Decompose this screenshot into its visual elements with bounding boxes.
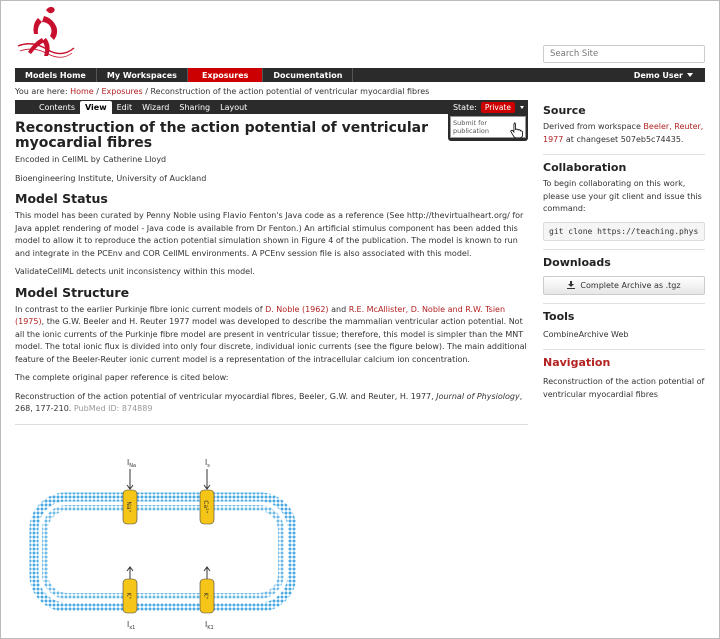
- user-name: Demo User: [633, 70, 683, 80]
- nav-documentation[interactable]: Documentation: [263, 68, 353, 82]
- nav-exposures[interactable]: [188, 68, 263, 82]
- structure-text: and: [328, 304, 349, 314]
- navigation-heading: Navigation: [543, 356, 611, 369]
- citation-intro: The complete original paper reference is cited below:: [15, 373, 229, 382]
- divider: [543, 303, 705, 304]
- page-title: Reconstruction of the action potential of ventricular myocardial fibres: [15, 121, 428, 151]
- label-ina: $I_{Na}$: [127, 458, 137, 469]
- breadcrumb-prefix: You are here:: [15, 87, 71, 96]
- state-menu[interactable]: [453, 100, 528, 114]
- tab-layout[interactable]: Layout: [220, 102, 248, 112]
- model-status-heading: Model Status: [15, 191, 108, 206]
- source-heading: Source: [543, 104, 586, 117]
- channel-label: K⁺: [202, 592, 209, 600]
- breadcrumb-exposures[interactable]: Exposures: [101, 87, 143, 96]
- channel-label: K⁺: [125, 592, 132, 600]
- channel-k-k1: [200, 567, 214, 613]
- tab-wizard[interactable]: Wizard: [142, 102, 170, 112]
- citation: [15, 391, 528, 416]
- source-suffix: at changeset 507eb5c74435.: [563, 134, 684, 144]
- pubmed-id: PubMed ID: 874889: [73, 404, 153, 413]
- logo-runner-icon[interactable]: [16, 4, 76, 62]
- divider: [543, 249, 705, 250]
- label-ik1: $I_{K1}$: [205, 620, 214, 631]
- citation-text: , 268, 177-210.: [15, 391, 523, 413]
- downloads-heading: Downloads: [543, 255, 611, 269]
- link-mcallister-1975[interactable]: R.E. McAllister, D. Noble and R.W. Tsien (1975): [15, 304, 506, 326]
- citation-text: Reconstruction of the action potential of ventricular myocardial fibres, Beeler, G.W. and Reuter, H. 1977,: [15, 391, 437, 401]
- breadcrumb-sep: /: [93, 87, 102, 96]
- download-icon: [567, 281, 575, 289]
- exposure-subnav: [15, 100, 528, 114]
- tab-edit[interactable]: Edit: [116, 102, 133, 112]
- tools-heading: Tools: [543, 309, 575, 323]
- content-divider: [15, 424, 528, 425]
- collaboration-heading: Collaboration: [543, 161, 627, 174]
- structure-text: In contrast to the earlier Purkinje fibre ionic current models of: [15, 304, 266, 314]
- link-noble-1962[interactable]: D. Noble (1962): [265, 304, 329, 314]
- collaboration-text: To begin collaborating on this work, please use your git client and issue this command:: [543, 179, 702, 213]
- breadcrumb-sep: /: [142, 87, 151, 96]
- tab-contents[interactable]: Contents: [39, 102, 75, 112]
- label-ix1: $I_{x1}$: [127, 620, 136, 631]
- institution: Bioengineering Institute, University of Auckland: [15, 173, 207, 183]
- channel-ca: [200, 469, 214, 524]
- citation-journal: Journal of Physiology: [436, 391, 520, 401]
- main-content: [15, 121, 528, 425]
- menu-item-submit-publication[interactable]: Submit for publication: [450, 116, 526, 138]
- main-navbar: [15, 68, 705, 82]
- breadcrumb-home[interactable]: Home: [70, 87, 94, 96]
- menu-item-advanced[interactable]: Advanced...: [452, 140, 491, 148]
- tab-view[interactable]: View: [80, 101, 112, 114]
- download-button-label: Complete Archive as .tgz: [580, 280, 681, 290]
- model-structure-heading: Model Structure: [15, 284, 130, 300]
- breadcrumb: [15, 87, 429, 96]
- tab-sharing[interactable]: Sharing: [179, 102, 211, 112]
- membrane-outer: [34, 497, 292, 607]
- user-menu[interactable]: [624, 68, 705, 82]
- label-is: $I_s$: [205, 458, 210, 469]
- encoded-by: Encoded in CellML by Catherine Lloyd: [15, 155, 167, 164]
- tool-combinearchive-web[interactable]: CombineArchive Web: [543, 329, 629, 339]
- source-text: [543, 121, 705, 146]
- chevron-down-icon: [687, 73, 693, 77]
- channel-k-x1: [123, 567, 137, 613]
- download-archive-button[interactable]: [543, 276, 705, 295]
- channel-label: Na⁺: [125, 501, 132, 513]
- divider: [543, 349, 705, 350]
- state-badge: Private: [481, 102, 515, 113]
- structure-text: , the G.W. Beeler and H. Reuter 1977 model was developed to describe the mammalian ventricular action potential. Not all the ionic currents of the Purkinje fibre model are present in ventricular tissue; therefore, this model is simpler than the MNT model. The total ionic flux is divided into only four discrete, individual ionic currents (see the figure below). The main additional feature of the Beeler-Reuter ionic current model is a representation of the intracellular calcium ion concentration.: [15, 317, 527, 364]
- chevron-down-icon: [520, 106, 524, 109]
- validate-note: ValidateCellML detects unit inconsistency within this model.: [15, 267, 255, 276]
- model-status-text: This model has been curated by Penny Noble using Flavio Fenton's Java code as a reference (See http://thevirtualheart.org/ for Java applet rendering of model - Java code is available from Dr Fenton.) An artificial stimulus component has been added this model to allow it to reproduce the action potential simulation shown in Figure 4 of the publication. The model is known to run and integrate in the PCEnv and COR CellML environments. A PCEnv session file is also associated with this model.: [15, 211, 524, 258]
- breadcrumb-current: Reconstruction of the action potential of ventricular myocardial fibres: [150, 87, 430, 96]
- sidebar: [543, 104, 705, 401]
- git-clone-command[interactable]: git clone https://teaching.phys: [543, 222, 705, 241]
- nav-my-workspaces[interactable]: My Workspaces: [97, 68, 188, 82]
- ion-channel-diagram: [28, 455, 303, 635]
- search-input[interactable]: [543, 45, 705, 63]
- model-structure-text: [15, 304, 528, 367]
- workspace-link[interactable]: Beeler, Reuter, 1977: [543, 122, 704, 144]
- nav-exposures-label: Exposures: [201, 70, 249, 80]
- channel-na: [123, 469, 137, 524]
- nav-models-home[interactable]: Models Home: [15, 68, 97, 82]
- membrane-inner: [45, 508, 281, 596]
- divider: [543, 154, 705, 155]
- navigation-item[interactable]: Reconstruction of the action potential of ventricular myocardial fibres: [543, 377, 705, 399]
- state-label: State:: [452, 102, 477, 112]
- channel-label: Ca²⁺: [202, 500, 209, 514]
- source-prefix: Derived from workspace: [543, 122, 644, 131]
